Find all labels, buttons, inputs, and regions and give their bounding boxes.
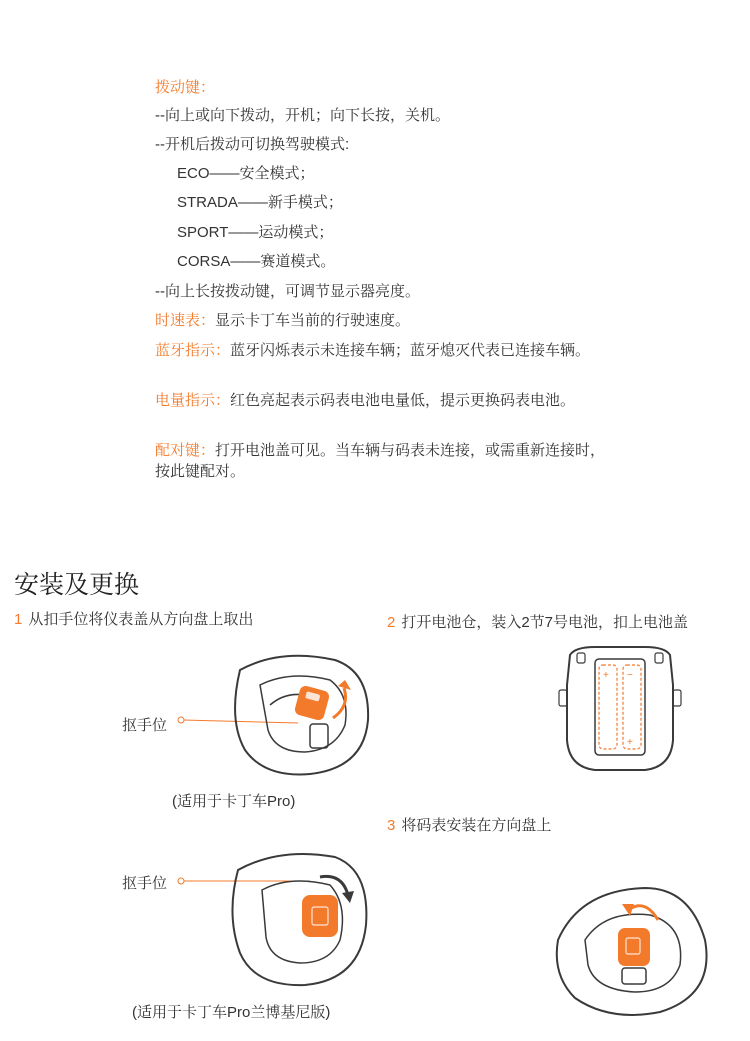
grip-label-1: 抠手位	[122, 717, 168, 734]
wheel-outline-2	[232, 854, 366, 985]
step-1-number: 1	[14, 611, 23, 628]
bluetooth-text: 蓝牙闪烁表示未连接车辆；蓝牙熄灭代表已连接车辆。	[230, 342, 591, 359]
grip-callout-dot-1	[178, 717, 184, 723]
pair-text: 打开电池盖可见。当车辆与码表未连接，或需重新连接时，按此键配对。	[155, 442, 606, 480]
meter-cover-1	[294, 685, 331, 722]
meter-back-outline	[567, 647, 673, 770]
step-2-number: 2	[387, 614, 396, 631]
step-1	[14, 608, 253, 629]
step-1-text: 从扣手位将仪表盖从方向盘上取出	[28, 611, 254, 628]
meter-installed	[618, 928, 650, 966]
caption-lamborghini: (适用于卡丁车Pro兰博基尼版)	[132, 1004, 331, 1021]
steering-wheel-illustration-3	[550, 880, 750, 1030]
battery-description	[155, 390, 615, 411]
mode-sport: SPORT——运动模式；	[177, 224, 334, 241]
bluetooth-label: 蓝牙指示：	[155, 342, 231, 359]
battery-plus-bottom: +	[627, 737, 633, 748]
pair-label: 配对键：	[155, 442, 216, 459]
toggle-line-2: --开机后拨动可切换驾驶模式:	[155, 136, 350, 153]
mode-eco: ECO——安全模式；	[177, 165, 315, 182]
toggle-line-3: --向上长按拨动键，可调节显示器亮度。	[155, 283, 420, 300]
bluetooth-description	[155, 340, 615, 361]
battery-text: 红色亮起表示码表电池电量低，提示更换码表电池。	[230, 392, 576, 409]
step-2	[387, 611, 688, 632]
speed-text: 显示卡丁车当前的行驶速度。	[215, 312, 411, 329]
speed-description	[155, 310, 615, 331]
caption-pro: (适用于卡丁车Pro)	[172, 793, 296, 810]
battery-plus-top: +	[603, 670, 609, 681]
grip-callout-line-1	[183, 720, 298, 723]
arrow-icon-2	[320, 876, 348, 895]
toggle-line-1: --向上或向下拨动，开机；向下长按，关机。	[155, 107, 450, 124]
battery-label: 电量指示：	[155, 392, 231, 409]
battery-minus-top: −	[627, 670, 633, 681]
install-heading: 安装及更换	[14, 571, 140, 599]
step-3-number: 3	[387, 817, 396, 834]
steering-wheel-illustration-1	[170, 640, 370, 780]
arrow-icon	[333, 688, 346, 718]
mode-strada: STRADA——新手模式；	[177, 194, 343, 211]
step-3	[387, 814, 551, 835]
battery-compartment-illustration	[555, 645, 685, 775]
step-2-text: 打开电池仓，装入2节7号电池，扣上电池盖	[401, 614, 689, 631]
step-3-text: 将码表安装在方向盘上	[401, 817, 552, 834]
toggle-key-label: 拨动键：	[155, 79, 216, 96]
speed-label: 时速表：	[155, 312, 216, 329]
grip-label-2: 抠手位	[122, 875, 168, 892]
meter-cover-2	[302, 895, 338, 937]
steering-wheel-illustration-2	[170, 845, 370, 995]
mode-corsa: CORSA——赛道模式。	[177, 253, 336, 270]
pair-description	[155, 440, 615, 482]
grip-callout-dot-2	[178, 878, 184, 884]
